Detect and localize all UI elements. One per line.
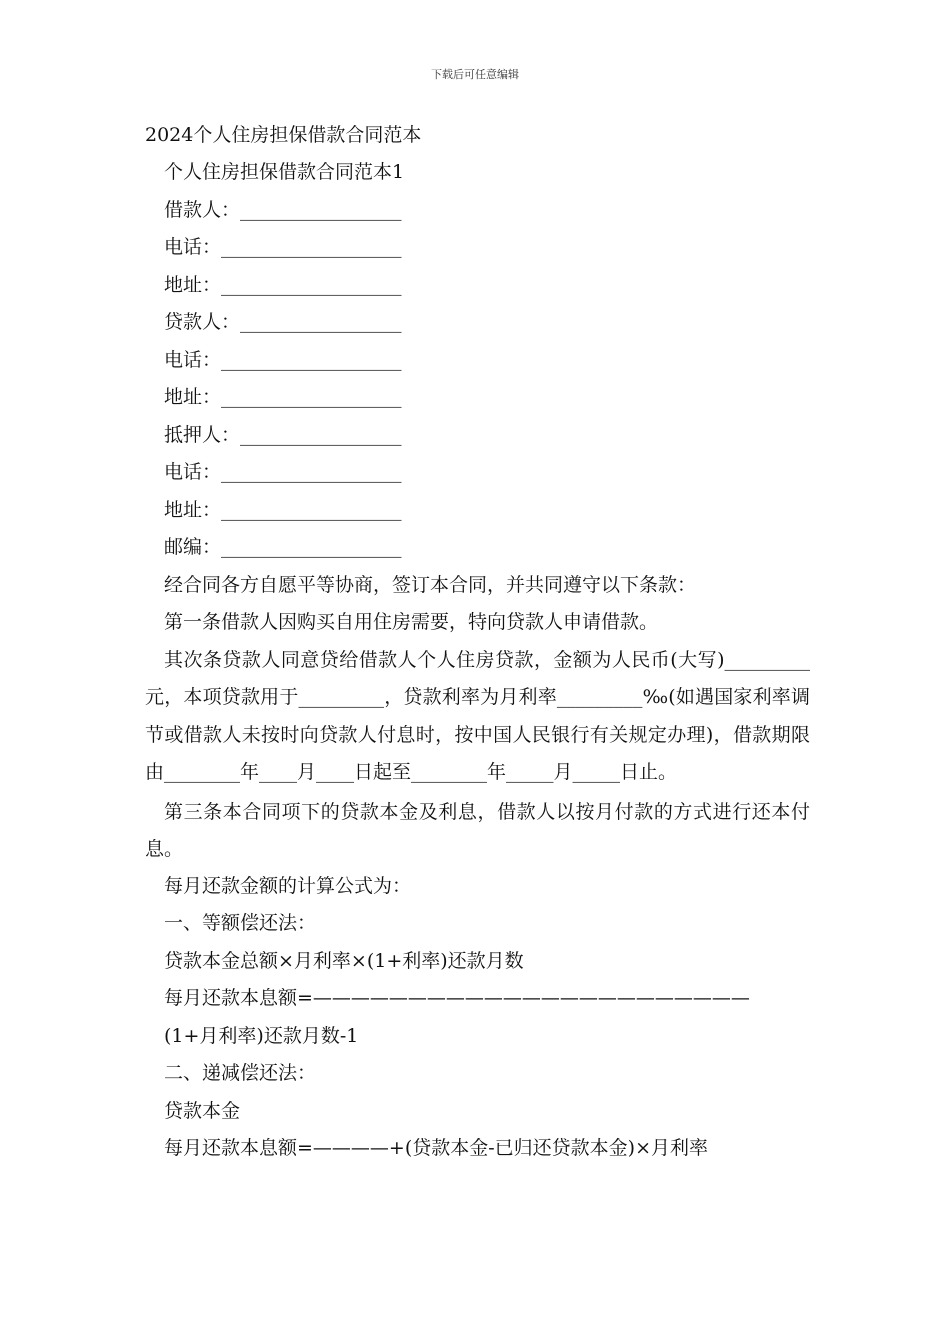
field-postcode: 邮编：___________________: [145, 529, 810, 567]
article-3: 第三条本合同项下的贷款本金及利息，借款人以按月付款的方式进行还本付息。: [145, 800, 810, 860]
method-1-numerator: 贷款本金总额×月利率×(1+利率)还款月数: [164, 949, 524, 972]
intro-paragraph: 经合同各方自愿平等协商，签订本合同，并共同遵守以下条款：: [164, 573, 697, 596]
blank-line: ___________________: [221, 536, 402, 558]
blank-line: ___________________: [221, 498, 402, 521]
document-subtitle: 个人住房担保借款合同范本1: [164, 161, 405, 183]
formula-intro: 每月还款金额的计算公式为：: [164, 874, 412, 897]
blank-line: ___________________: [221, 273, 402, 296]
method-1-denominator: (1+月利率)还款月数-1: [164, 1024, 359, 1047]
field-mortgagor-phone: 电话：___________________: [145, 454, 810, 492]
method-1-formula: 每月还款本息额=———————————————————————: [164, 987, 750, 1009]
article-2: 其次条贷款人同意贷给借款人个人住房贷款，金额为人民币(大写)_________元，本项贷款用于_________，贷款利率为月利率_________‰(如遇国家利率调节或借款人未按时向贷款人付息时，按中国人民银行有关规定办理)，借款期限由________年____月____日起至________年_____月_____日止。: [145, 648, 810, 783]
field-lender-address: 地址：___________________: [145, 379, 810, 417]
method-2-numerator: 贷款本金: [164, 1099, 241, 1122]
field-lender: 贷款人：_________________: [145, 304, 810, 342]
field-lender-phone: 电话：___________________: [145, 342, 810, 380]
method-2-title: 二、递减偿还法：: [164, 1062, 317, 1084]
page-header: 下载后可任意编辑: [431, 68, 519, 81]
field-borrower: 借款人：_________________: [145, 192, 810, 230]
blank-line: _________________: [240, 311, 402, 333]
field-borrower-phone: 电话：___________________: [145, 229, 810, 267]
party-fields: [145, 192, 810, 567]
method-1-title: 一、等额偿还法：: [164, 912, 317, 934]
blank-line: ___________________: [221, 348, 402, 371]
blank-line: ___________________: [221, 386, 402, 408]
document-title: 2024个人住房担保借款合同范本: [145, 124, 422, 146]
blank-line: ___________________: [221, 461, 402, 483]
document-body: [145, 117, 810, 1168]
blank-line: _________________: [240, 423, 402, 446]
field-mortgagor: 抵押人：_________________: [145, 417, 810, 455]
blank-line: _________________: [240, 198, 402, 221]
field-borrower-address: 地址：___________________: [145, 267, 810, 305]
field-mortgagor-address: 地址：___________________: [145, 492, 810, 530]
blank-line: ___________________: [221, 236, 402, 258]
method-2-formula: 每月还款本息额=————+(贷款本金-已归还贷款本金)×月利率: [164, 1137, 709, 1159]
article-1: 第一条借款人因购买自用住房需要，特向贷款人申请借款。: [164, 611, 659, 633]
